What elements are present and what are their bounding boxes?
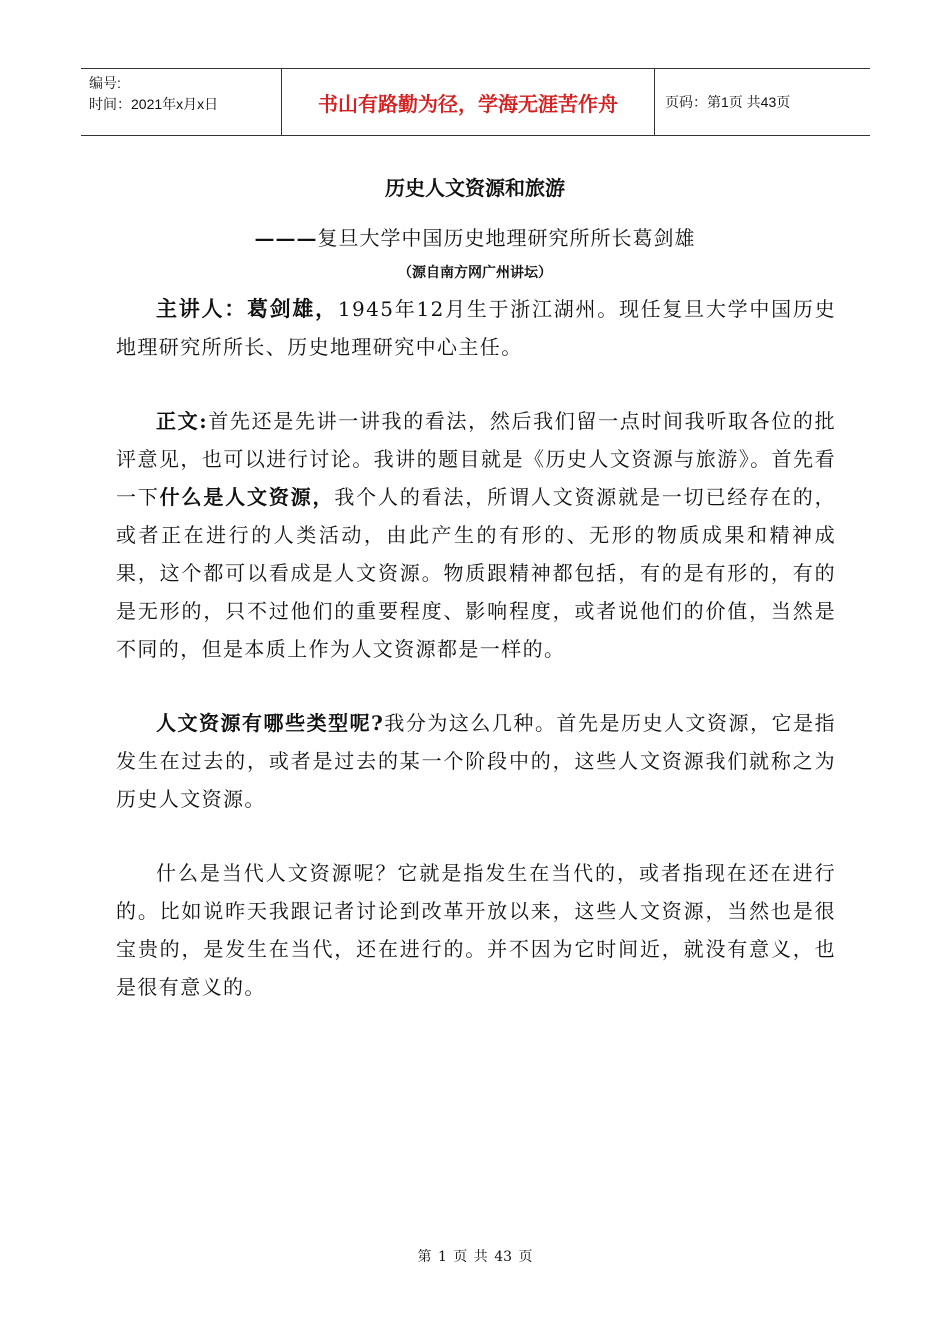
types-text: 我分为这么几种。首先是历史人文资源，它是指发生在过去的，或者是过去的某一个阶段中的，这些人文资源我们就称之为历史人文资源。 bbox=[116, 711, 836, 811]
speaker-label: 主讲人：葛剑雄， bbox=[156, 296, 338, 321]
document-title: 历史人文资源和旅游 bbox=[385, 176, 565, 200]
page-header bbox=[81, 68, 870, 136]
document-source: （源自南方网广州讲坛） bbox=[398, 265, 552, 281]
speaker-intro: 1945年12月生于浙江湖州。现任复旦大学中国历史地理研究所所长、历史地理研究中心主任。 bbox=[116, 297, 836, 359]
header-time-label: 时间：2021年x月x日 bbox=[89, 96, 219, 112]
header-page-info: 页码：第1页 共43页 bbox=[665, 94, 791, 110]
document-body bbox=[116, 290, 836, 1006]
body-intro: 首先还是先讲一讲我的看法，然后我们留一点时间我听取各位的批评意见，也可以进行讨论。我讲的题目就是《历史人文资源与旅游》。首先看一下 bbox=[116, 409, 836, 509]
page-footer: 第 1 页 共 43 页 bbox=[417, 1249, 533, 1265]
contemporary-paragraph: 什么是当代人文资源呢？它就是指发生在当代的，或者指现在还在进行的。比如说昨天我跟记者讨论到改革开放以来，这些人文资源，当然也是很宝贵的，是发生在当代，还在进行的。并不因为它时间近，就没有意义，也是很有意义的。 bbox=[116, 861, 836, 999]
types-paragraph bbox=[116, 704, 836, 818]
header-number-label: 编号: bbox=[89, 75, 121, 91]
subtitle-text: 复旦大学中国历史地理研究所所长葛剑雄 bbox=[317, 226, 696, 250]
body-bold-phrase: 什么是人文资源， bbox=[159, 485, 335, 509]
header-motto: 书山有路勤为径，学海无涯苦作舟 bbox=[282, 69, 655, 135]
document-subtitle bbox=[0, 222, 950, 251]
body-label: 正文: bbox=[156, 409, 209, 433]
types-label: 人文资源有哪些类型呢? bbox=[156, 711, 385, 735]
body-paragraph bbox=[116, 402, 836, 668]
body-rest: 我个人的看法，所谓人文资源就是一切已经存在的，或者正在进行的人类活动，由此产生的有形的、无形的物质成果和精神成果，这个都可以看成是人文资源。物质跟精神都包括，有的是有形的，有的是无形的，只不过他们的重要程度、影响程度，或者说他们的价值，当然是不同的，但是本质上作为人文资源都是一样的。 bbox=[116, 485, 837, 661]
header-meta-cell bbox=[81, 69, 282, 135]
speaker-paragraph bbox=[116, 290, 836, 366]
subtitle-dash: ——— bbox=[254, 226, 318, 250]
